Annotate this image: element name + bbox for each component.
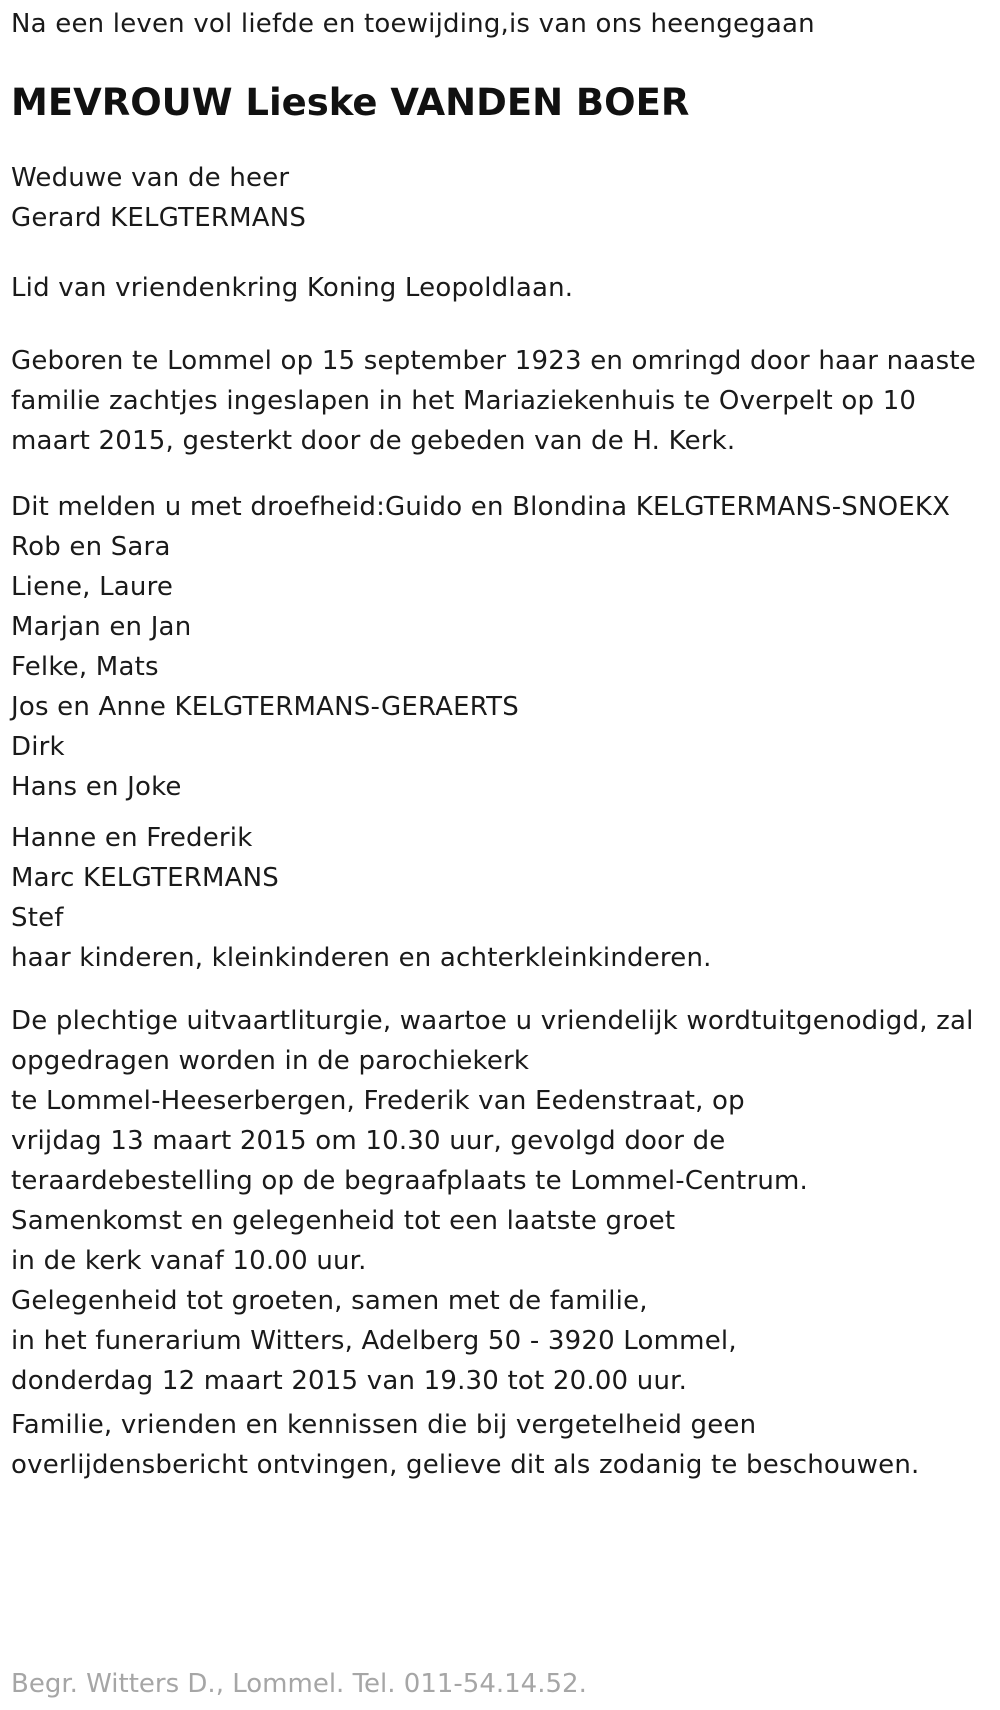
notice-line: Familie, vrienden en kennissen die bij vergetelheid geen xyxy=(11,1410,757,1440)
birth-death-block xyxy=(11,341,976,461)
mourner-line: Jos en Anne KELGTERMANS-GERAERTS xyxy=(11,692,519,722)
birth-death-line: familie zachtjes ingeslapen in het Mariaziekenhuis te Overpelt op 10 xyxy=(11,386,917,416)
deceased-name: MEVROUW Lieske VANDEN BOER xyxy=(11,81,690,124)
funeral-line: Samenkomst en gelegenheid tot een laatste groet xyxy=(11,1206,676,1236)
funeral-line: donderdag 12 maart 2015 van 19.30 tot 20.00 uur. xyxy=(11,1366,688,1396)
funeral-line: Gelegenheid tot groeten, samen met de familie, xyxy=(11,1286,648,1316)
spouse-line: Gerard KELGTERMANS xyxy=(11,203,307,233)
mourner-line: Marc KELGTERMANS xyxy=(11,863,279,893)
intro-text: Na een leven vol liefde en toewijding,is van ons heengegaan xyxy=(11,9,815,39)
notice-block xyxy=(11,1405,919,1485)
birth-death-line: maart 2015, gesterkt door de gebeden van de H. Kerk. xyxy=(11,426,736,456)
funeral-line: opgedragen worden in de parochiekerk xyxy=(11,1046,530,1076)
mourner-line: Felke, Mats xyxy=(11,652,159,682)
membership-block xyxy=(11,268,573,308)
mourners-block-2 xyxy=(11,818,712,978)
funeral-block xyxy=(11,1001,974,1401)
funeral-home-footer: Begr. Witters D., Lommel. Tel. 011-54.14.52. xyxy=(11,1669,587,1699)
spouse-line: Weduwe van de heer xyxy=(11,163,290,193)
funeral-line: vrijdag 13 maart 2015 om 10.30 uur, gevolgd door de xyxy=(11,1126,726,1156)
membership-line: Lid van vriendenkring Koning Leopoldlaan. xyxy=(11,273,574,303)
mourner-line: Marjan en Jan xyxy=(11,612,192,642)
mourner-line: Rob en Sara xyxy=(11,532,171,562)
mourner-line: Liene, Laure xyxy=(11,572,174,602)
funeral-line: teraardebestelling op de begraafplaats te Lommel-Centrum. xyxy=(11,1166,809,1196)
mourner-line: Dit melden u met droefheid:Guido en Blondina KELGTERMANS-SNOEKX xyxy=(11,492,951,522)
spouse-block xyxy=(11,158,306,238)
funeral-line: in het funerarium Witters, Adelberg 50 - 3920 Lommel, xyxy=(11,1326,737,1356)
mourner-line: haar kinderen, kleinkinderen en achterkleinkinderen. xyxy=(11,943,712,973)
mourner-line: Dirk xyxy=(11,732,65,762)
mourner-line: Hans en Joke xyxy=(11,772,182,802)
mourner-line: Stef xyxy=(11,903,64,933)
notice-line: overlijdensbericht ontvingen, gelieve dit als zodanig te beschouwen. xyxy=(11,1450,920,1480)
funeral-line: De plechtige uitvaartliturgie, waartoe u vriendelijk wordtuitgenodigd, zal xyxy=(11,1006,974,1036)
mourners-block-1 xyxy=(11,487,950,807)
birth-death-line: Geboren te Lommel op 15 september 1923 en omringd door haar naaste xyxy=(11,346,976,376)
mourner-line: Hanne en Frederik xyxy=(11,823,253,853)
funeral-line: te Lommel-Heeserbergen, Frederik van Eedenstraat, op xyxy=(11,1086,745,1116)
funeral-line: in de kerk vanaf 10.00 uur. xyxy=(11,1246,367,1276)
